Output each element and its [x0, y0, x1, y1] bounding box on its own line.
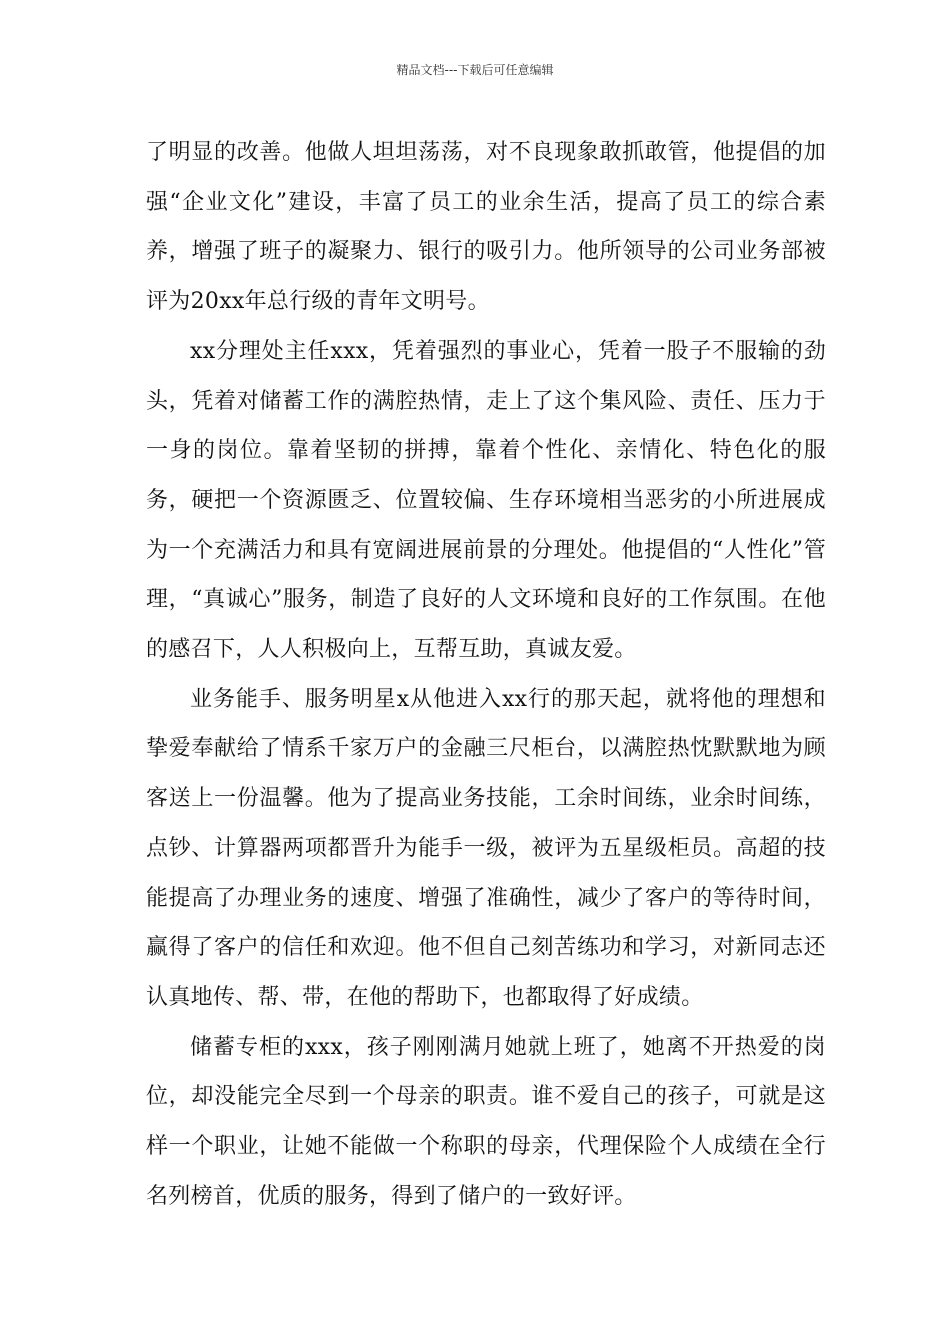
paragraph-2: xx分理处主任xxx，凭着强烈的事业心，凭着一股子不服输的劲头，凭着对储蓄工作的满腔热情，走上了这个集风险、责任、压力于一身的岗位。靠着坚韧的拼搏，靠着个性化、亲情化、特色化的服务，硬把一个资源匮乏、位置较偏、生存环境相当恶劣的小所进展成为一个充满活力和具有宽阔进展前景的分理处。他提倡的“人性化”管理，“真诚心”服务，制造了良好的人文环境和良好的工作氛围。在他的感召下，人人积极向上，互帮互助，真诚友爱。 [146, 338, 826, 663]
document-body [146, 128, 826, 1221]
page-header: 精品文档---下载后可任意编辑 [396, 63, 554, 77]
paragraph-1: 了明显的改善。他做人坦坦荡荡，对不良现象敢抓敢管，他提倡的加强“企业文化”建设，丰富了员工的业余生活，提高了员工的综合素养，增强了班子的凝聚力、银行的吸引力。他所领导的公司业务部被评为20xx年总行级的青年文明号。 [146, 140, 826, 315]
paragraph-4: 储蓄专柜的xxx，孩子刚刚满月她就上班了，她离不开热爱的岗位，却没能完全尽到一个母亲的职责。谁不爱自己的孩子，可就是这样一个职业，让她不能做一个称职的母亲，代理保险个人成绩在全行名列榜首，优质的服务，得到了储户的一致好评。 [146, 1034, 826, 1209]
paragraph-3: 业务能手、服务明星x从他进入xx行的那天起，就将他的理想和挚爱奉献给了情系千家万户的金融三尺柜台，以满腔热忱默默地为顾客送上一份温馨。他为了提高业务技能，工余时间练，业余时间练，点钞、计算器两项都晋升为能手一级，被评为五星级柜员。高超的技能提高了办理业务的速度、增强了准确性，减少了客户的等待时间，赢得了客户的信任和欢迎。他不但自己刻苦练功和学习，对新同志还认真地传、帮、带，在他的帮助下，也都取得了好成绩。 [146, 686, 826, 1010]
